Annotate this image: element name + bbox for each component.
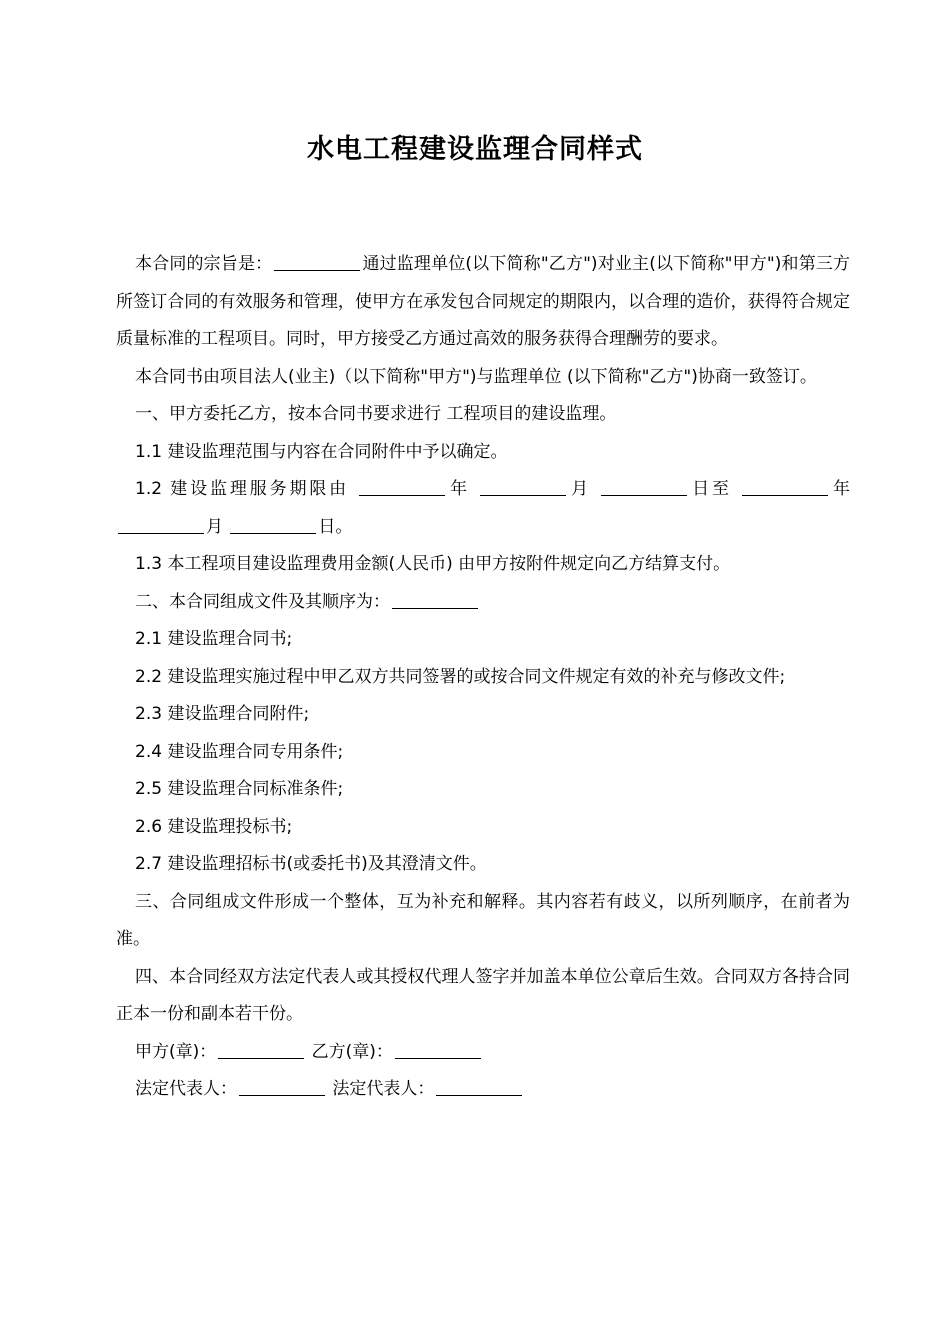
clause-1-2	[116, 471, 850, 546]
blank-line	[230, 532, 316, 534]
clause-3: 三、合同组成文件形成一个整体，互为补充和解释。其内容若有歧义，以所列顺序，在前者为准。	[116, 891, 850, 949]
purpose-lead: 本合同的宗旨是：	[135, 254, 273, 274]
day-end-label: 日。	[318, 516, 353, 537]
month-label: 月	[206, 516, 223, 537]
clause-1-2-lead: 1.2 建设监理服务期限由	[135, 479, 358, 499]
document-title: 水电工程建设监理合同样式	[307, 134, 643, 165]
blank-line	[601, 494, 687, 496]
document-body	[116, 246, 850, 1109]
clause-2-1: 2.1 建设监理合同书;	[135, 629, 293, 649]
purpose-text: 通过监理单位(以下简称"乙方")对业主(以下简称"甲方")和第三方所签订合同的有效服务和管理，使甲方在承发包合同规定的期限内，以合理的造价，获得符合规定质量标准的工程项目。同时，甲方接受乙方通过高效的服务获得合理酬劳的要求。	[116, 254, 851, 349]
clause-1: 一、甲方委托乙方，按本合同书要求进行 工程项目的建设监理。	[135, 404, 617, 424]
blank-line	[392, 607, 478, 609]
year-label: 年	[447, 479, 471, 499]
blank-line	[480, 494, 566, 496]
clause-2-2: 2.2 建设监理实施过程中甲乙双方共同签署的或按合同文件规定有效的补充与修改文件;	[135, 666, 786, 687]
clause-2-5: 2.5 建设监理合同标准条件;	[135, 779, 344, 799]
day-to-label: 日至	[689, 479, 732, 499]
clause-2	[116, 584, 850, 622]
clause-2-text: 二、本合同组成文件及其顺序为：	[135, 591, 390, 612]
party-a-seal-blank	[218, 1057, 304, 1059]
signing-paragraph: 本合同书由项目法人(业主)（以下简称"甲方")与监理单位 (以下简称"乙方")协商一致签订。	[135, 366, 817, 387]
party-b-seal-label: 乙方(章)：	[311, 1041, 393, 1062]
clause-4: 四、本合同经双方法定代表人或其授权代理人签字并加盖本单位公章后生效。合同双方各持合同正本一份和副本若干份。	[116, 966, 850, 1024]
year-label: 年	[830, 479, 851, 499]
party-a-seal-label: 甲方(章)：	[135, 1041, 217, 1062]
clause-1-1: 1.1 建设监理范围与内容在合同附件中予以确定。	[135, 441, 508, 462]
clause-2-4: 2.4 建设监理合同专用条件;	[135, 741, 344, 762]
clause-2-6: 2.6 建设监理投标书;	[135, 816, 293, 837]
month-label: 月	[568, 479, 592, 499]
party-b-rep-blank	[436, 1094, 522, 1096]
blank-line	[118, 532, 204, 534]
purpose-paragraph	[116, 246, 850, 359]
blank-line	[274, 269, 360, 271]
clause-2-3: 2.3 建设监理合同附件;	[135, 704, 310, 724]
party-b-rep-label: 法定代表人：	[332, 1079, 435, 1099]
party-a-rep-blank	[239, 1094, 325, 1096]
representative-line	[116, 1071, 850, 1109]
seal-line	[116, 1034, 850, 1072]
blank-line	[742, 494, 828, 496]
party-a-rep-label: 法定代表人：	[135, 1079, 237, 1099]
clause-1-3: 1.3 本工程项目建设监理费用金额(人民币) 由甲方按附件规定向乙方结算支付。	[135, 554, 731, 574]
blank-line	[359, 494, 445, 496]
clause-2-7: 2.7 建设监理招标书(或委托书)及其澄清文件。	[135, 854, 487, 874]
party-b-seal-blank	[395, 1057, 481, 1059]
